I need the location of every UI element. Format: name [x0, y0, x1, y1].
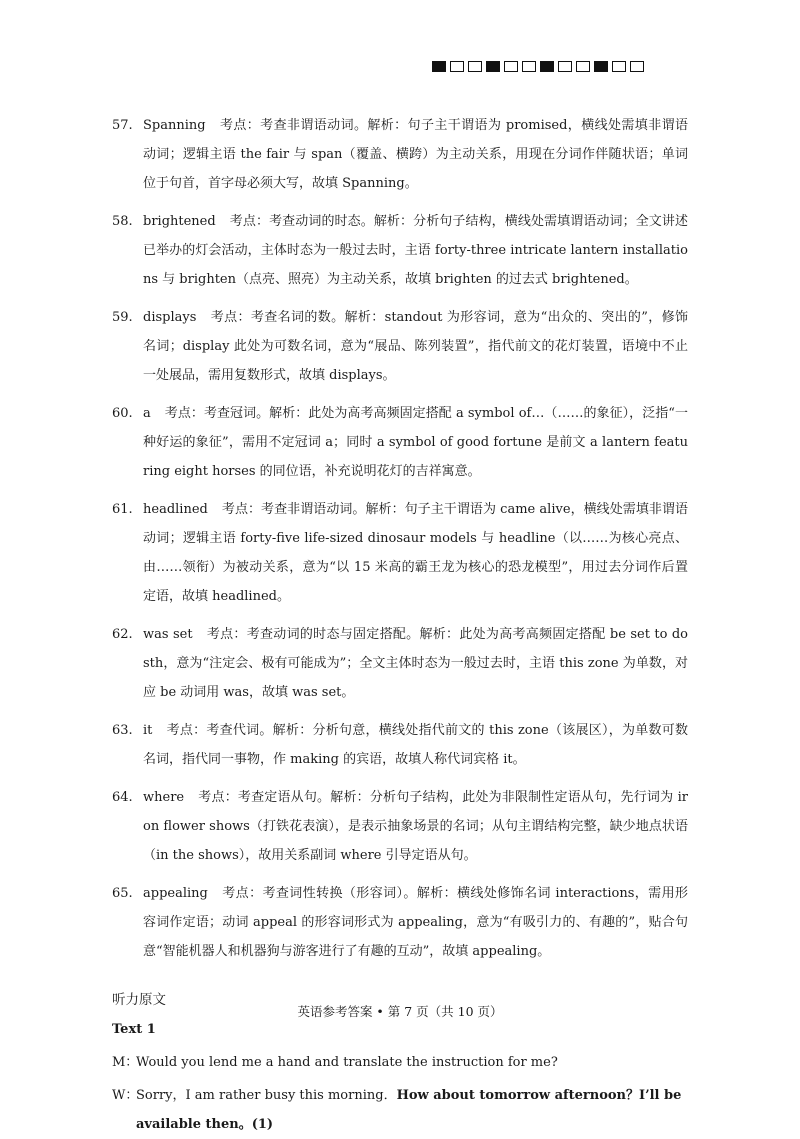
- page-footer: 英语参考答案 • 第 7 页（共 10 页）: [297, 1004, 503, 1019]
- item-body: [143, 495, 688, 611]
- header-mark: [486, 61, 500, 72]
- header-mark: [558, 61, 572, 72]
- header-mark: [630, 61, 644, 72]
- header-mark: [594, 61, 608, 72]
- dialogue-normal: Sorry，I am rather busy this morning．: [136, 1088, 397, 1103]
- header-mark: [540, 61, 554, 72]
- header-mark: [450, 61, 464, 72]
- item-body: [143, 207, 688, 294]
- answer-word: was set: [143, 627, 193, 642]
- item-number: 57.: [112, 118, 133, 133]
- item-number: 61.: [112, 502, 133, 517]
- header-mark: [468, 61, 482, 72]
- dialogue-line: [112, 1081, 688, 1139]
- listening-heading: 听力原文: [112, 992, 166, 1008]
- explanation-text: 考点：考查代词。解析：分析句意，横线处指代前文的 this zone（该展区），为单数可数名词，指代同一事物，作 making 的宾语，故填人称代词宾格 it。: [143, 723, 688, 767]
- answer-word: Spanning: [143, 118, 206, 133]
- speaker-label: W：: [112, 1088, 139, 1103]
- answer-list: [112, 111, 688, 966]
- explanation-text: 考点：考查动词的时态。解析：分析句子结构，横线处需填谓语动词；全文讲述已举办的灯会活动，主体时态为一般过去时，主语 forty-three intricate lantern installations 与 brighten（点亮、照亮）为主动关系，故填 brighten 的过去式 brightened。: [143, 214, 688, 287]
- answer-item: [112, 111, 688, 198]
- answer-item: [112, 399, 688, 486]
- text-title: Text 1: [112, 1022, 156, 1037]
- dialogue-line: [112, 1048, 688, 1077]
- dialogue-text: [136, 1081, 688, 1139]
- header-mark: [612, 61, 626, 72]
- speaker-label: M：: [112, 1055, 139, 1070]
- explanation-text: 考点：考查动词的时态与固定搭配。解析：此处为高考高频固定搭配 be set to do sth，意为“注定会、极有可能成为”；全文主体时态为一般过去时，主语 this zone 为单数，对应 be 动词用 was，故填 was set。: [143, 627, 688, 700]
- dialogue-normal: Would you lend me a hand and translate the instruction for me?: [136, 1055, 558, 1070]
- explanation-text: 考点：考查定语从句。解析：分析句子结构，此处为非限制性定语从句，先行词为 iron flower shows（打铁花表演），是表示抽象场景的名词；从句主谓结构完整，缺少地点状语（in the shows），故用关系副词 where 引导定语从句。: [143, 790, 688, 863]
- item-body: [143, 716, 688, 774]
- item-number: 63.: [112, 723, 133, 738]
- header-marks: [432, 61, 644, 72]
- dialogue-bold: How about tomorrow afternoon？I’ll be available then。(1): [136, 1088, 682, 1132]
- header-mark: [432, 61, 446, 72]
- item-number: 65.: [112, 886, 133, 901]
- header-mark: [504, 61, 518, 72]
- item-body: [143, 879, 688, 966]
- answer-word: displays: [143, 310, 197, 325]
- answer-item: [112, 716, 688, 774]
- answer-item: [112, 620, 688, 707]
- answer-word: it: [143, 723, 153, 738]
- explanation-text: 考点：考查名词的数。解析：standout 为形容词，意为“出众的、突出的”，修饰名词；display 此处为可数名词，意为“展品、陈列装置”，指代前文的花灯装置，语境中不止一处展品，需用复数形式，故填 displays。: [143, 310, 688, 383]
- item-body: [143, 399, 688, 486]
- answer-item: [112, 783, 688, 870]
- item-body: [143, 111, 688, 198]
- item-number: 62.: [112, 627, 133, 642]
- item-number: 64.: [112, 790, 133, 805]
- answer-item: [112, 303, 688, 390]
- answer-item: [112, 207, 688, 294]
- explanation-text: 考点：考查词性转换（形容词）。解析：横线处修饰名词 interactions，需用形容词作定语；动词 appeal 的形容词形式为 appealing，意为“有吸引力的、有趣的”，贴合句意“智能机器人和机器狗与游客进行了有趣的互动”，故填 appealing。: [143, 886, 688, 959]
- item-body: [143, 783, 688, 870]
- answer-word: a: [143, 406, 151, 421]
- item-body: [143, 303, 688, 390]
- item-number: 58.: [112, 214, 133, 229]
- explanation-text: 考点：考查冠词。解析：此处为高考高频固定搭配 a symbol of…（……的象征），泛指“一种好运的象征”，需用不定冠词 a；同时 a symbol of good fortune 是前文 a lantern featuring eight horses 的同位语，补充说明花灯的吉祥寓意。: [143, 406, 688, 479]
- item-number: 59.: [112, 310, 133, 325]
- header-mark: [576, 61, 590, 72]
- explanation-text: 考点：考查非谓语动词。解析：句子主干谓语为 promised，横线处需填非谓语动词；逻辑主语 the fair 与 span（覆盖、横跨）为主动关系，用现在分词作伴随状语；单词位于句首，首字母必须大写，故填 Spanning。: [143, 118, 688, 191]
- dialogue-text: [136, 1048, 688, 1077]
- explanation-text: 考点：考查非谓语动词。解析：句子主干谓语为 came alive，横线处需填非谓语动词；逻辑主语 forty-five life-sized dinosaur models 与 headline（以……为核心亮点、由……领衔）为被动关系，意为“以 15 米高的霸王龙为核心的恐龙模型”，用过去分词作后置定语，故填 headlined。: [143, 502, 688, 604]
- answer-word: where: [143, 790, 185, 805]
- answer-item: [112, 495, 688, 611]
- answer-word: headlined: [143, 502, 208, 517]
- item-number: 60.: [112, 406, 133, 421]
- answer-item: [112, 879, 688, 966]
- answer-word: brightened: [143, 214, 216, 229]
- answer-content: [112, 111, 688, 1139]
- header-mark: [522, 61, 536, 72]
- item-body: [143, 620, 688, 707]
- answer-word: appealing: [143, 886, 208, 901]
